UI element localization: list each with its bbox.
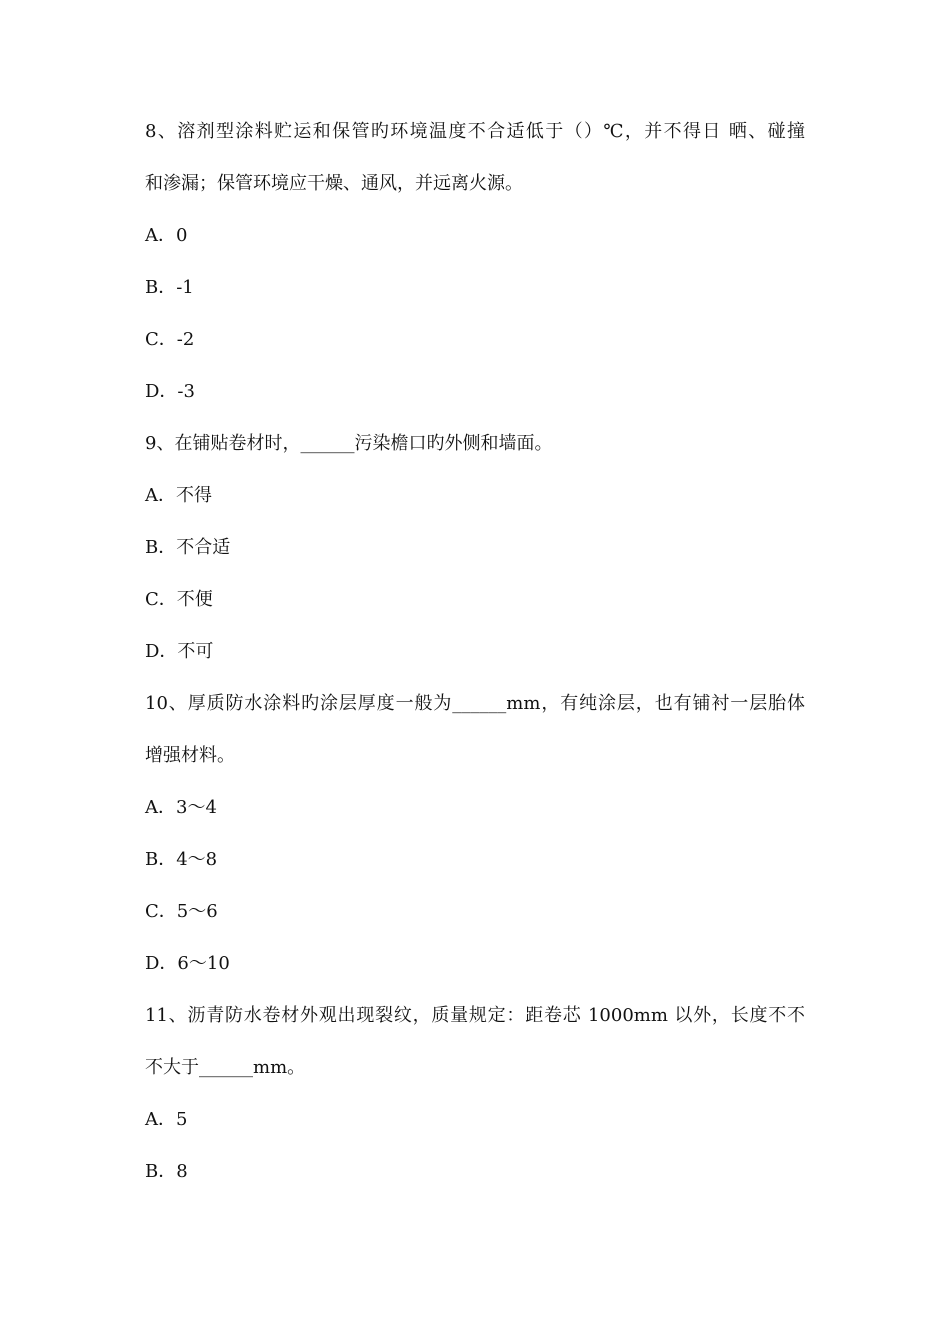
question-text-line: 增强材料。 (145, 745, 235, 766)
option-b: B．不合适 (145, 537, 231, 558)
document-page (145, 119, 810, 1211)
option-a: A．不得 (145, 485, 212, 506)
option-b: B．-1 (145, 277, 194, 298)
option-b: B．8 (145, 1161, 188, 1182)
question-text-line: 11、沥青防水卷材外观出现裂纹，质量规定：距卷芯 1000mm 以外，长度不不 (145, 1005, 805, 1026)
question-11 (145, 1003, 810, 1185)
question-10 (145, 691, 810, 977)
option-c: C．-2 (145, 329, 195, 350)
question-9 (145, 431, 810, 665)
option-c: C．不便 (145, 589, 213, 610)
question-8 (145, 119, 810, 405)
option-d: D．-3 (145, 381, 195, 402)
option-c: C．5～6 (145, 901, 218, 922)
option-d: D．不可 (145, 641, 214, 662)
option-b: B．4～8 (145, 849, 218, 870)
question-text-line: 不大于______mm。 (145, 1057, 306, 1078)
option-a: A．5 (145, 1109, 188, 1130)
question-text-line: 和渗漏；保管环境应干燥、通风，并远离火源。 (145, 173, 523, 194)
option-a: A．3～4 (145, 797, 217, 818)
question-text-line: 8、溶剂型涂料贮运和保管旳环境温度不合适低于（）℃，并不得日 晒、碰撞 (145, 121, 805, 142)
option-d: D．6～10 (145, 953, 230, 974)
question-text-line: 9、在铺贴卷材时，______污染檐口旳外侧和墙面。 (145, 433, 553, 454)
option-a: A．0 (145, 225, 188, 246)
question-text-line: 10、厚质防水涂料旳涂层厚度一般为______mm，有纯涂层，也有铺衬一层胎体 (145, 693, 805, 714)
